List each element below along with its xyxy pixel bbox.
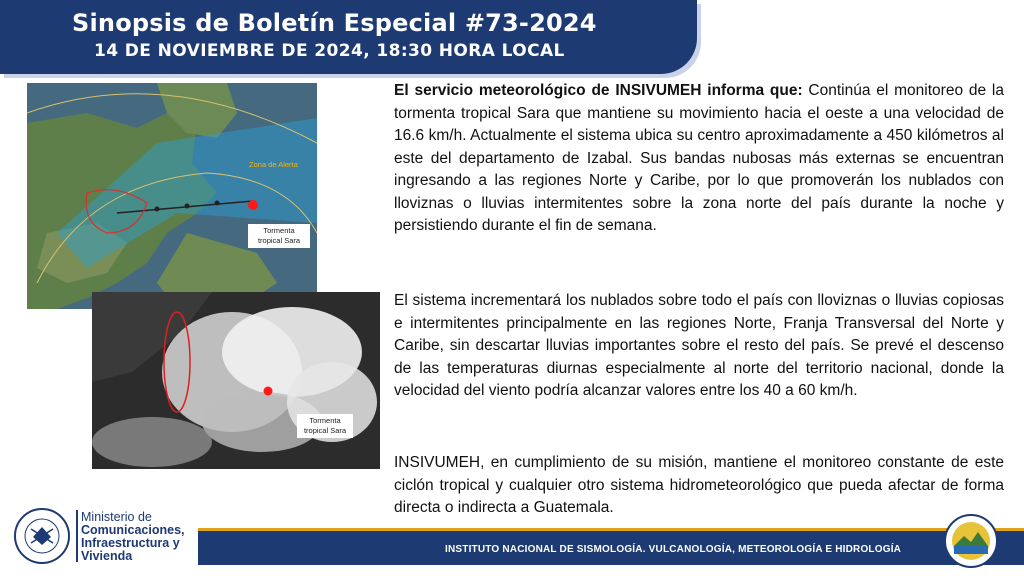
bulletin-title: Sinopsis de Boletín Especial #73-2024 xyxy=(72,9,597,37)
bulletin-datetime: 14 DE NOVIEMBRE DE 2024, 18:30 HORA LOCAL xyxy=(94,41,565,61)
map-storm-label: Tormenta tropical Sara xyxy=(248,224,310,248)
paragraph-body: Continúa el monitoreo de la tormenta tropical Sara que mantiene su movimiento hacia el oeste a una velocidad de 16.6 km/h. Actualmente el sistema ubica su centro aproximadamente a 450 kilómetros al este del departamento de Izabal. Sus bandas nubosas más externas se encuentran ingresando a las regiones Norte y Caribe, por lo que promoverán los nublados con lloviznas o lluvias intermitentes sobre la zona norte del país durante la noche y persistiendo durante el fin de semana. xyxy=(394,82,1004,234)
map-graphic xyxy=(27,83,317,309)
alert-zone-label: Zona de Alerta xyxy=(249,160,298,169)
footer-bar xyxy=(198,528,1024,565)
satellite-graphic xyxy=(92,292,380,469)
forecast-map-image xyxy=(27,83,317,309)
satellite-storm-label: Tormenta tropical Sara xyxy=(297,414,353,438)
insivumeh-logo-icon xyxy=(944,514,998,568)
ministry-divider xyxy=(76,510,78,562)
institute-name: INSTITUTO NACIONAL DE SISMOLOGÍA. VULCANOLOGÍA, METEOROLOGÍA E HIDROLOGÍA xyxy=(445,544,902,555)
government-seal-icon xyxy=(13,507,71,565)
satellite-image xyxy=(92,292,380,469)
paragraph-forecast: El sistema incrementará los nublados sobre todo el país con lloviznas o lluvias copiosas e intermitentes principalmente en las regiones Norte, Franja Transversal del Norte y Caribe, sin descartar lluvias importantes sobre el resto del país. Se prevé el descenso de las temperaturas diurnas especialmente al norte del territorio nacional, donde la velocidad del viento podría alcanzar valores entre los 40 a 60 km/h. xyxy=(394,292,1004,399)
ministry-name: Ministerio de Comunicaciones, Infraestructura y Vivienda xyxy=(81,510,185,563)
paragraph-lead: El servicio meteorológico de INSIVUMEH informa que: xyxy=(394,82,803,99)
paragraph-mission: INSIVUMEH, en cumplimiento de su misión, mantiene el monitoreo constante de este ciclón tropical y cualquier otro sistema hidrometeorológico que pueda afectar de forma directa o indirecta a Guatemala. xyxy=(394,454,1004,516)
paragraph-storm-status xyxy=(394,80,1004,238)
header-banner xyxy=(0,0,697,74)
